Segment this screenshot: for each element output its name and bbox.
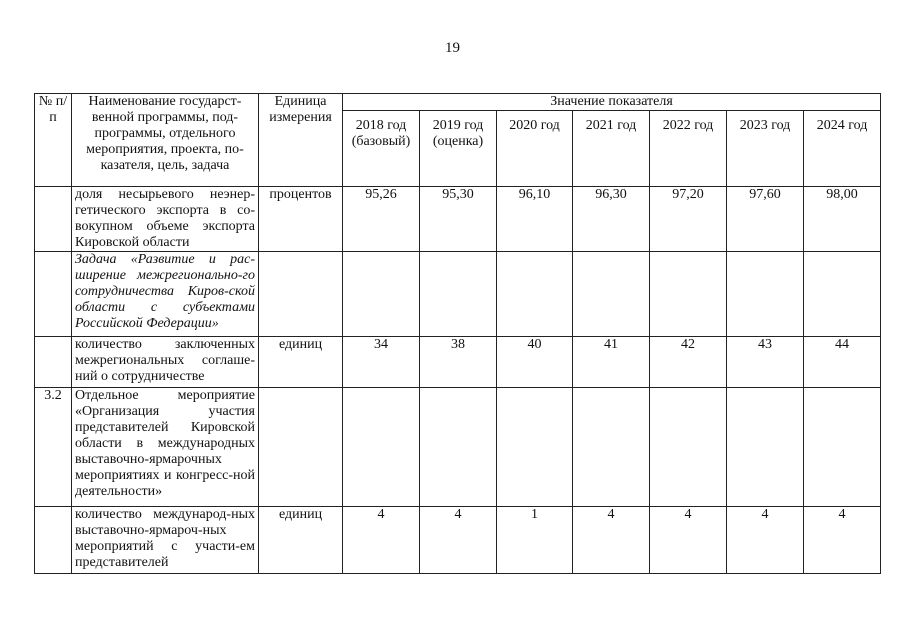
table-row xyxy=(35,507,881,574)
header-year: 2018 год (базовый) xyxy=(343,111,420,187)
row-name: доля несырьевого неэнер-гетического экспорта в со-вокупном объеме экспорта Кировской области xyxy=(72,187,259,252)
row-unit xyxy=(259,388,343,507)
header-year: 2019 год (оценка) xyxy=(420,111,497,187)
table-row xyxy=(35,187,881,252)
row-value xyxy=(343,252,420,337)
row-value: 4 xyxy=(343,507,420,574)
row-unit: единиц xyxy=(259,337,343,388)
row-value: 43 xyxy=(727,337,804,388)
row-num xyxy=(35,507,72,574)
row-name: количество заключенных межрегиональных соглаше-ний о сотрудничестве xyxy=(72,337,259,388)
row-value: 97,20 xyxy=(650,187,727,252)
header-year: 2023 год xyxy=(727,111,804,187)
header-num: № п/п xyxy=(35,94,72,187)
row-name: Отдельное мероприятие «Организация участия представителей Кировской области в международных выставочно-ярмарочных мероприятиях и конгресс-ной деятельности» xyxy=(72,388,259,507)
row-value: 38 xyxy=(420,337,497,388)
row-value xyxy=(343,388,420,507)
row-value xyxy=(573,252,650,337)
row-value: 42 xyxy=(650,337,727,388)
row-num xyxy=(35,187,72,252)
row-value: 44 xyxy=(804,337,881,388)
table-header xyxy=(35,94,881,187)
row-value: 40 xyxy=(497,337,573,388)
row-value: 4 xyxy=(727,507,804,574)
header-value-group: Значение показателя xyxy=(343,94,881,111)
row-value: 41 xyxy=(573,337,650,388)
table-row xyxy=(35,337,881,388)
row-value: 1 xyxy=(497,507,573,574)
header-unit: Единица измерения xyxy=(259,94,343,187)
row-value: 95,30 xyxy=(420,187,497,252)
row-value: 96,10 xyxy=(497,187,573,252)
row-value xyxy=(420,388,497,507)
row-value: 97,60 xyxy=(727,187,804,252)
row-value xyxy=(650,252,727,337)
row-value: 95,26 xyxy=(343,187,420,252)
table-row xyxy=(35,252,881,337)
row-unit xyxy=(259,252,343,337)
row-num xyxy=(35,337,72,388)
header-name: Наименование государст-венной программы, под-программы, отдельного мероприятия, проекта, по-казателя, цель, задача xyxy=(72,94,259,187)
row-value xyxy=(573,388,650,507)
row-value: 98,00 xyxy=(804,187,881,252)
header-year: 2024 год xyxy=(804,111,881,187)
header-year: 2020 год xyxy=(497,111,573,187)
row-name-task: Задача «Развитие и рас-ширение межрегионально-го сотрудничества Киров-ской области с субъектами Российской Федерации» xyxy=(72,252,259,337)
row-value: 96,30 xyxy=(573,187,650,252)
row-value xyxy=(804,388,881,507)
row-value xyxy=(804,252,881,337)
indicators-table xyxy=(34,93,881,574)
row-value: 4 xyxy=(573,507,650,574)
row-value: 4 xyxy=(804,507,881,574)
header-year: 2022 год xyxy=(650,111,727,187)
row-value xyxy=(727,388,804,507)
row-value xyxy=(727,252,804,337)
table-row xyxy=(35,388,881,507)
row-value: 4 xyxy=(650,507,727,574)
page-number: 19 xyxy=(445,40,460,56)
row-name: количество международ-ных выставочно-ярмароч-ных мероприятий с участи-ем представителей xyxy=(72,507,259,574)
header-year: 2021 год xyxy=(573,111,650,187)
row-unit: процентов xyxy=(259,187,343,252)
row-value xyxy=(650,388,727,507)
row-value xyxy=(420,252,497,337)
row-num xyxy=(35,252,72,337)
row-num: 3.2 xyxy=(35,388,72,507)
row-unit: единиц xyxy=(259,507,343,574)
row-value xyxy=(497,252,573,337)
row-value: 4 xyxy=(420,507,497,574)
row-value xyxy=(497,388,573,507)
row-value: 34 xyxy=(343,337,420,388)
